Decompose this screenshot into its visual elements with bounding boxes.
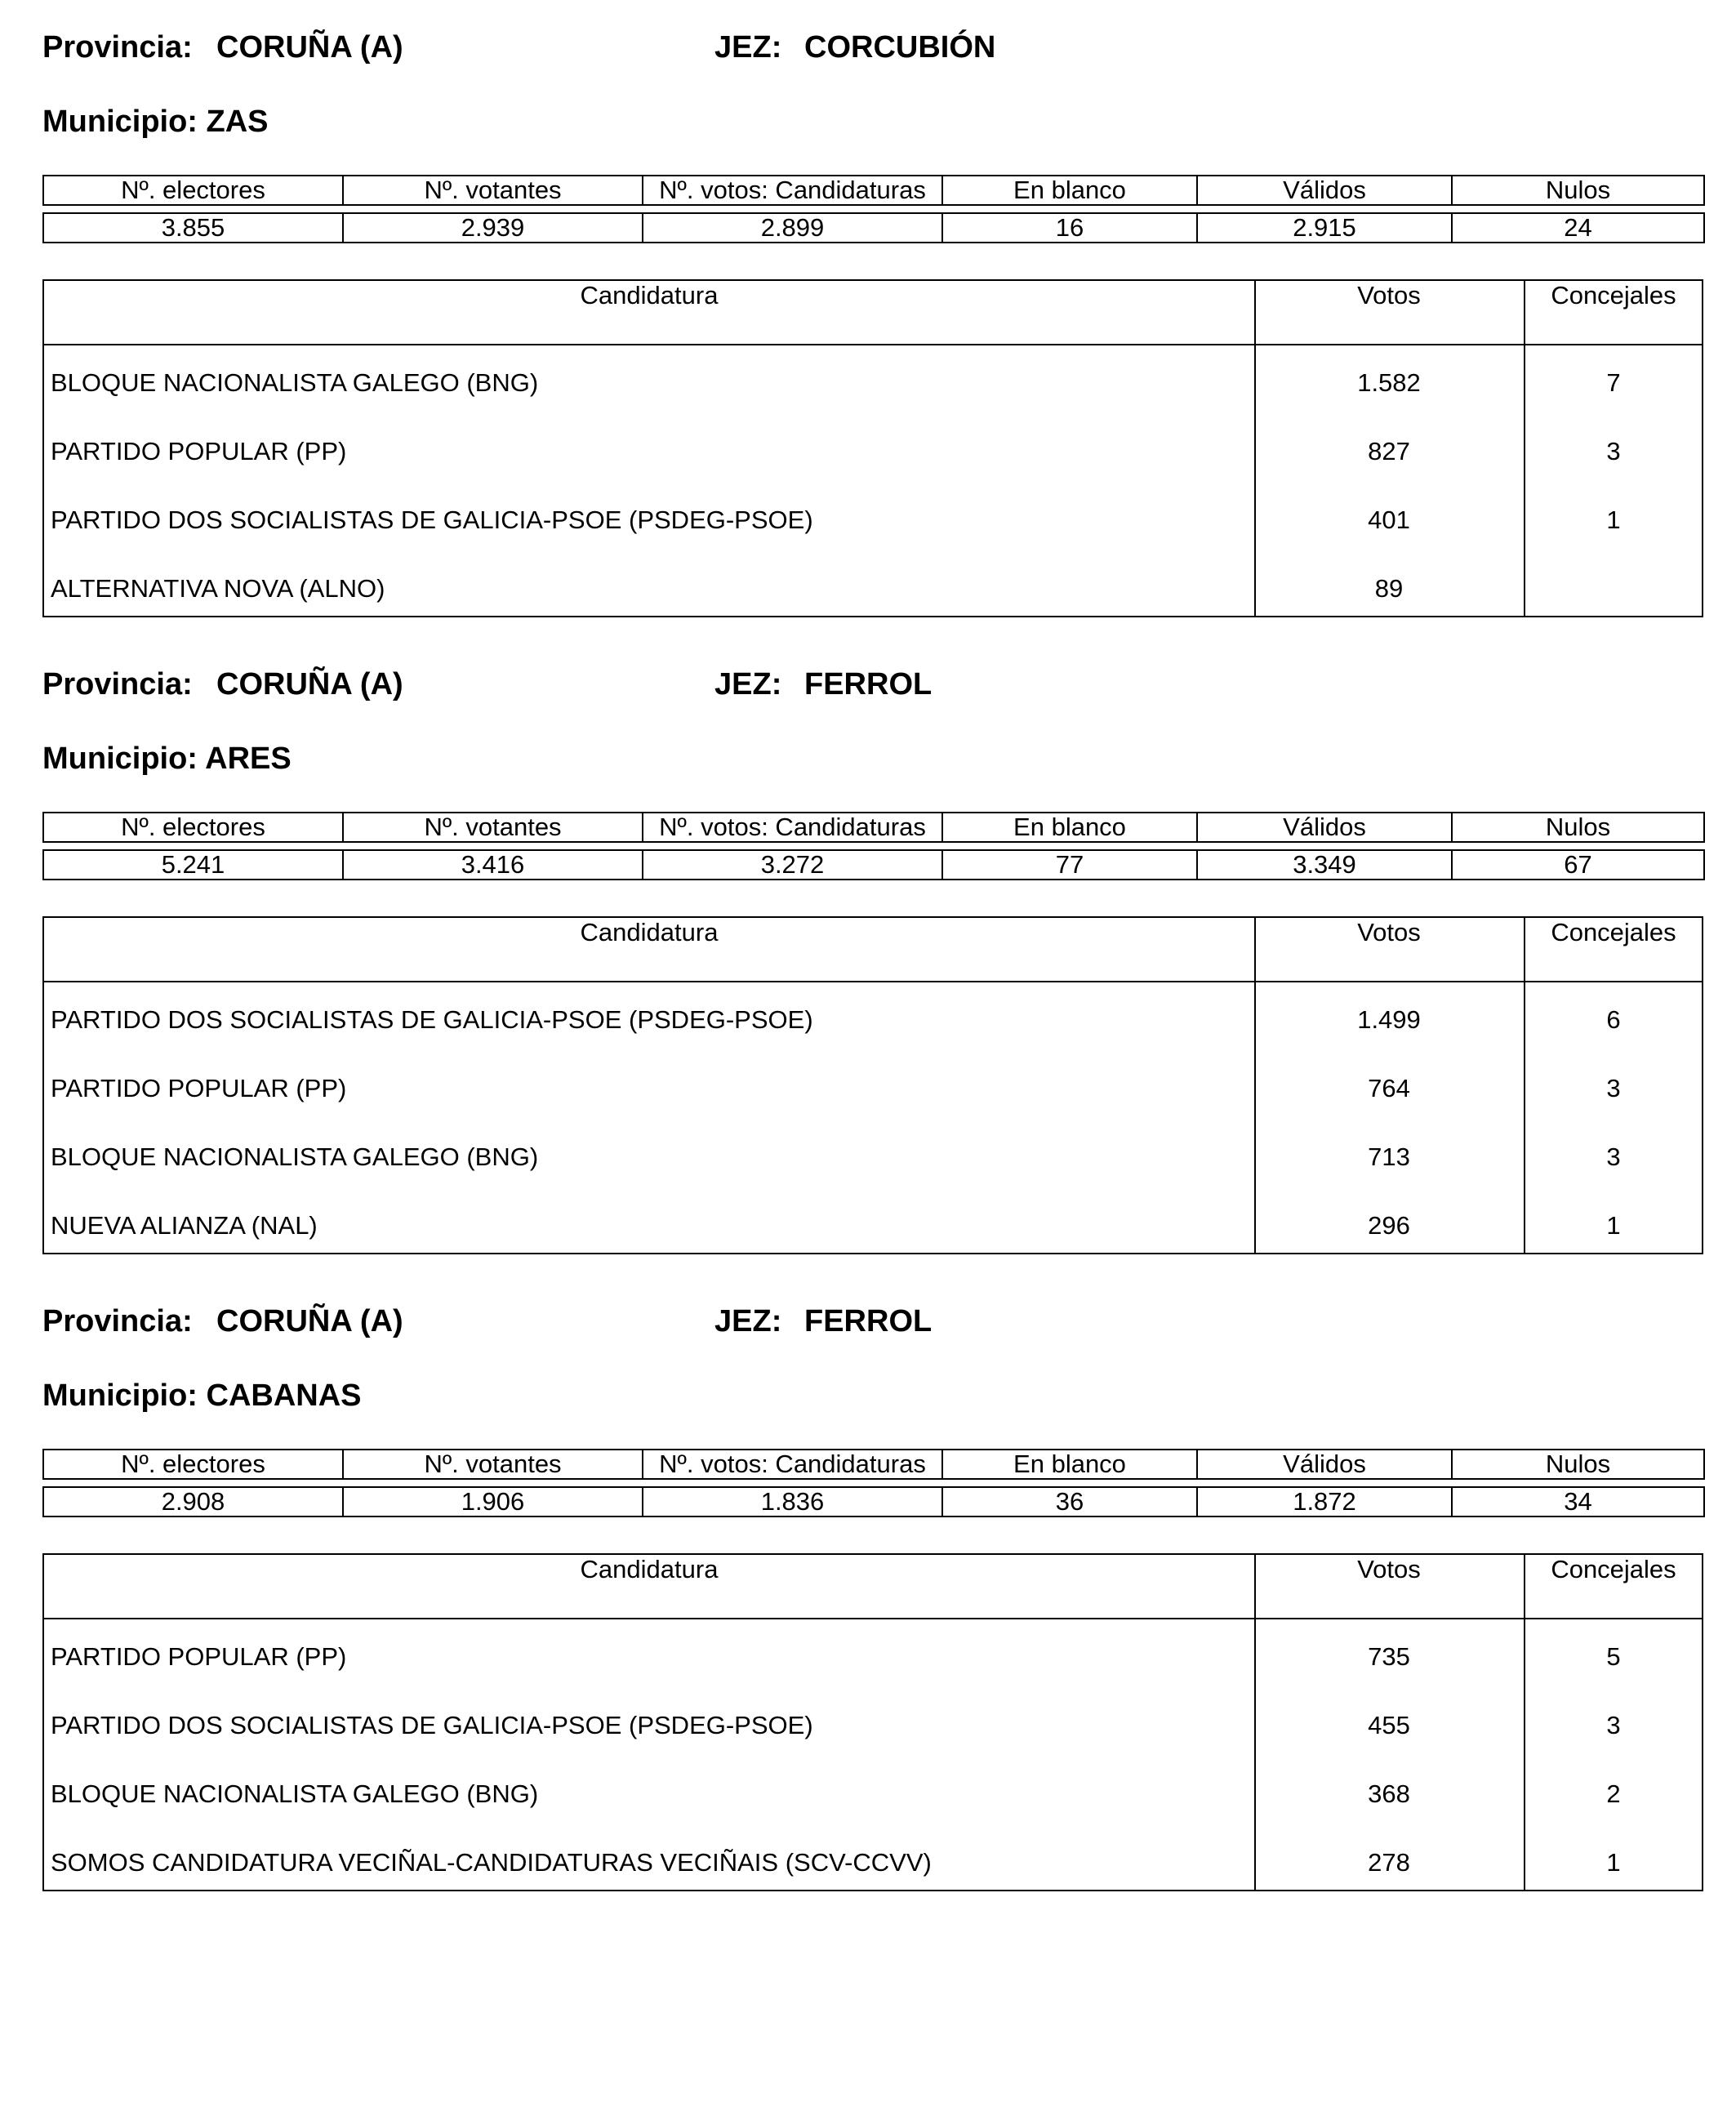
- stats-value-cell: 16: [942, 213, 1197, 243]
- candidatura-concejales: 3: [1606, 1711, 1621, 1739]
- candidatura-header: Candidatura: [580, 281, 719, 310]
- stats-header-row: [43, 176, 1704, 205]
- municipio-heading: [42, 1378, 362, 1414]
- stats-value-cell: 1.836: [643, 1487, 942, 1517]
- candidatura-concejales: 3: [1606, 1142, 1621, 1171]
- candidatura-name: PARTIDO POPULAR (PP): [51, 1074, 347, 1102]
- jez-value: CORCUBIÓN: [804, 30, 996, 65]
- stats-value-cell: 67: [1452, 850, 1704, 880]
- stats-header-cell: Nº. votantes: [343, 176, 643, 205]
- stats-value-cell: 34: [1452, 1487, 1704, 1517]
- candidatura-votos: 89: [1374, 574, 1404, 603]
- candidatura-row: [44, 350, 1702, 418]
- candidatura-row: [44, 1055, 1702, 1124]
- candidatura-votos: 827: [1368, 437, 1410, 465]
- stats-header-cell: Nulos: [1452, 813, 1704, 842]
- candidatura-concejales: 1: [1606, 1848, 1621, 1877]
- stats-table: [42, 812, 1705, 880]
- concejales-header: Concejales: [1551, 281, 1676, 310]
- candidatura-header: Candidatura: [580, 1555, 719, 1583]
- candidatura-row: [44, 1192, 1702, 1261]
- candidatura-votos: 713: [1368, 1142, 1410, 1171]
- jez-label: JEZ:: [714, 1304, 782, 1338]
- candidatura-votos: 401: [1368, 506, 1410, 534]
- municipality-block: [0, 637, 1736, 1274]
- concejales-header: Concejales: [1551, 918, 1676, 946]
- candidatura-votos: 1.582: [1357, 368, 1421, 397]
- municipality-block: [0, 0, 1736, 637]
- candidatura-votos: 735: [1368, 1642, 1410, 1671]
- stats-header-cell: Nº. electores: [43, 813, 343, 842]
- jez-label: JEZ:: [714, 667, 782, 701]
- stats-header-cell: Válidos: [1197, 813, 1452, 842]
- candidatura-votos: 278: [1368, 1848, 1410, 1877]
- candidatura-concejales: 7: [1606, 368, 1621, 397]
- candidatura-row: [44, 1829, 1702, 1898]
- header-divider: [44, 1618, 1702, 1619]
- stats-header-cell: En blanco: [942, 176, 1197, 205]
- candidatura-votos: 368: [1368, 1779, 1410, 1808]
- municipio-value: ZAS: [206, 105, 269, 139]
- candidatura-row: [44, 418, 1702, 487]
- candidaturas-table: [42, 279, 1703, 617]
- jez-value: FERROL: [804, 1304, 933, 1338]
- candidatura-votos: 1.499: [1357, 1005, 1421, 1034]
- candidatura-header: Candidatura: [580, 918, 719, 946]
- candidaturas-table: [42, 916, 1703, 1254]
- candidatura-name: NUEVA ALIANZA (NAL): [51, 1211, 318, 1240]
- jez-label: JEZ:: [714, 30, 782, 65]
- municipio-value: ARES: [205, 742, 292, 776]
- stats-value-cell: 3.855: [43, 213, 343, 243]
- candidatura-name: PARTIDO DOS SOCIALISTAS DE GALICIA-PSOE (PSDEG-PSOE): [51, 1711, 813, 1739]
- candidatura-name: PARTIDO POPULAR (PP): [51, 437, 347, 465]
- stats-header-row: [43, 1450, 1704, 1479]
- candidatura-name: BLOQUE NACIONALISTA GALEGO (BNG): [51, 1142, 539, 1171]
- stats-header-cell: Nº. votos: Candidaturas: [643, 813, 942, 842]
- stats-value-row: [43, 850, 1704, 880]
- candidatura-concejales: 3: [1606, 437, 1621, 465]
- provincia-value: CORUÑA (A): [216, 667, 403, 701]
- concejales-header: Concejales: [1551, 1555, 1676, 1583]
- stats-header-cell: Nº. votos: Candidaturas: [643, 1450, 942, 1479]
- provincia-label: Provincia:: [42, 1304, 193, 1338]
- provincia-label: Provincia:: [42, 30, 193, 65]
- stats-value-cell: 3.272: [643, 850, 942, 880]
- stats-value-cell: 5.241: [43, 850, 343, 880]
- stats-header-cell: Nº. electores: [43, 176, 343, 205]
- candidatura-name: PARTIDO DOS SOCIALISTAS DE GALICIA-PSOE (PSDEG-PSOE): [51, 1005, 813, 1034]
- stats-header-cell: En blanco: [942, 1450, 1197, 1479]
- municipality-block: [0, 1274, 1736, 1911]
- stats-header-cell: En blanco: [942, 813, 1197, 842]
- municipio-value: CABANAS: [206, 1378, 362, 1413]
- header-divider: [44, 344, 1702, 345]
- candidatura-name: ALTERNATIVA NOVA (ALNO): [51, 574, 385, 603]
- stats-header-cell: Válidos: [1197, 1450, 1452, 1479]
- stats-header-cell: Nulos: [1452, 1450, 1704, 1479]
- candidatura-concejales: 2: [1606, 1779, 1621, 1808]
- candidatura-row: [44, 987, 1702, 1055]
- municipio-label: Municipio:: [42, 1378, 198, 1413]
- stats-header-cell: Nº. votantes: [343, 1450, 643, 1479]
- stats-table: [42, 1449, 1705, 1517]
- stats-header-row: [43, 813, 1704, 842]
- candidatura-name: BLOQUE NACIONALISTA GALEGO (BNG): [51, 368, 539, 397]
- candidatura-concejales: 5: [1606, 1642, 1621, 1671]
- stats-value-cell: 36: [942, 1487, 1197, 1517]
- candidatura-row: [44, 487, 1702, 555]
- stats-header-cell: Nº. electores: [43, 1450, 343, 1479]
- candidaturas-table: [42, 1553, 1703, 1891]
- stats-header-cell: Nº. votos: Candidaturas: [643, 176, 942, 205]
- candidatura-concejales: 3: [1606, 1074, 1621, 1102]
- candidatura-concejales: 6: [1606, 1005, 1621, 1034]
- provincia-label: Provincia:: [42, 667, 193, 701]
- votos-header: Votos: [1357, 1555, 1421, 1583]
- stats-value-row: [43, 1487, 1704, 1517]
- jez-value: FERROL: [804, 667, 933, 701]
- stats-table: [42, 175, 1705, 243]
- stats-header-cell: Nulos: [1452, 176, 1704, 205]
- header-divider: [44, 981, 1702, 982]
- candidatura-row: [44, 555, 1702, 624]
- provincia-value: CORUÑA (A): [216, 1304, 403, 1338]
- stats-header-cell: Válidos: [1197, 176, 1452, 205]
- candidatura-row: [44, 1692, 1702, 1761]
- candidatura-concejales: 1: [1606, 1211, 1621, 1240]
- candidatura-row: [44, 1124, 1702, 1192]
- votos-header: Votos: [1357, 281, 1421, 310]
- stats-value-cell: 2.908: [43, 1487, 343, 1517]
- stats-value-cell: 2.939: [343, 213, 643, 243]
- votos-header: Votos: [1357, 918, 1421, 946]
- candidatura-votos: 296: [1368, 1211, 1410, 1240]
- candidatura-name: BLOQUE NACIONALISTA GALEGO (BNG): [51, 1779, 539, 1808]
- stats-value-cell: 2.899: [643, 213, 942, 243]
- stats-value-cell: 24: [1452, 213, 1704, 243]
- stats-value-cell: 3.416: [343, 850, 643, 880]
- candidatura-votos: 455: [1368, 1711, 1410, 1739]
- stats-value-cell: 1.906: [343, 1487, 643, 1517]
- stats-value-cell: 1.872: [1197, 1487, 1452, 1517]
- candidatura-name: PARTIDO POPULAR (PP): [51, 1642, 347, 1671]
- provincia-value: CORUÑA (A): [216, 30, 403, 65]
- candidatura-votos: 764: [1368, 1074, 1410, 1102]
- stats-value-row: [43, 213, 1704, 243]
- candidatura-concejales: 1: [1606, 506, 1621, 534]
- candidatura-row: [44, 1761, 1702, 1829]
- candidatura-name: SOMOS CANDIDATURA VECIÑAL-CANDIDATURAS VECIÑAIS (SCV-CCVV): [51, 1848, 932, 1877]
- municipio-heading: [42, 104, 269, 140]
- candidatura-name: PARTIDO DOS SOCIALISTAS DE GALICIA-PSOE (PSDEG-PSOE): [51, 506, 813, 534]
- stats-value-cell: 2.915: [1197, 213, 1452, 243]
- stats-header-cell: Nº. votantes: [343, 813, 643, 842]
- municipio-heading: [42, 741, 292, 777]
- candidatura-row: [44, 1623, 1702, 1692]
- stats-value-cell: 3.349: [1197, 850, 1452, 880]
- municipio-label: Municipio:: [42, 742, 198, 776]
- municipio-label: Municipio:: [42, 105, 198, 139]
- stats-value-cell: 77: [942, 850, 1197, 880]
